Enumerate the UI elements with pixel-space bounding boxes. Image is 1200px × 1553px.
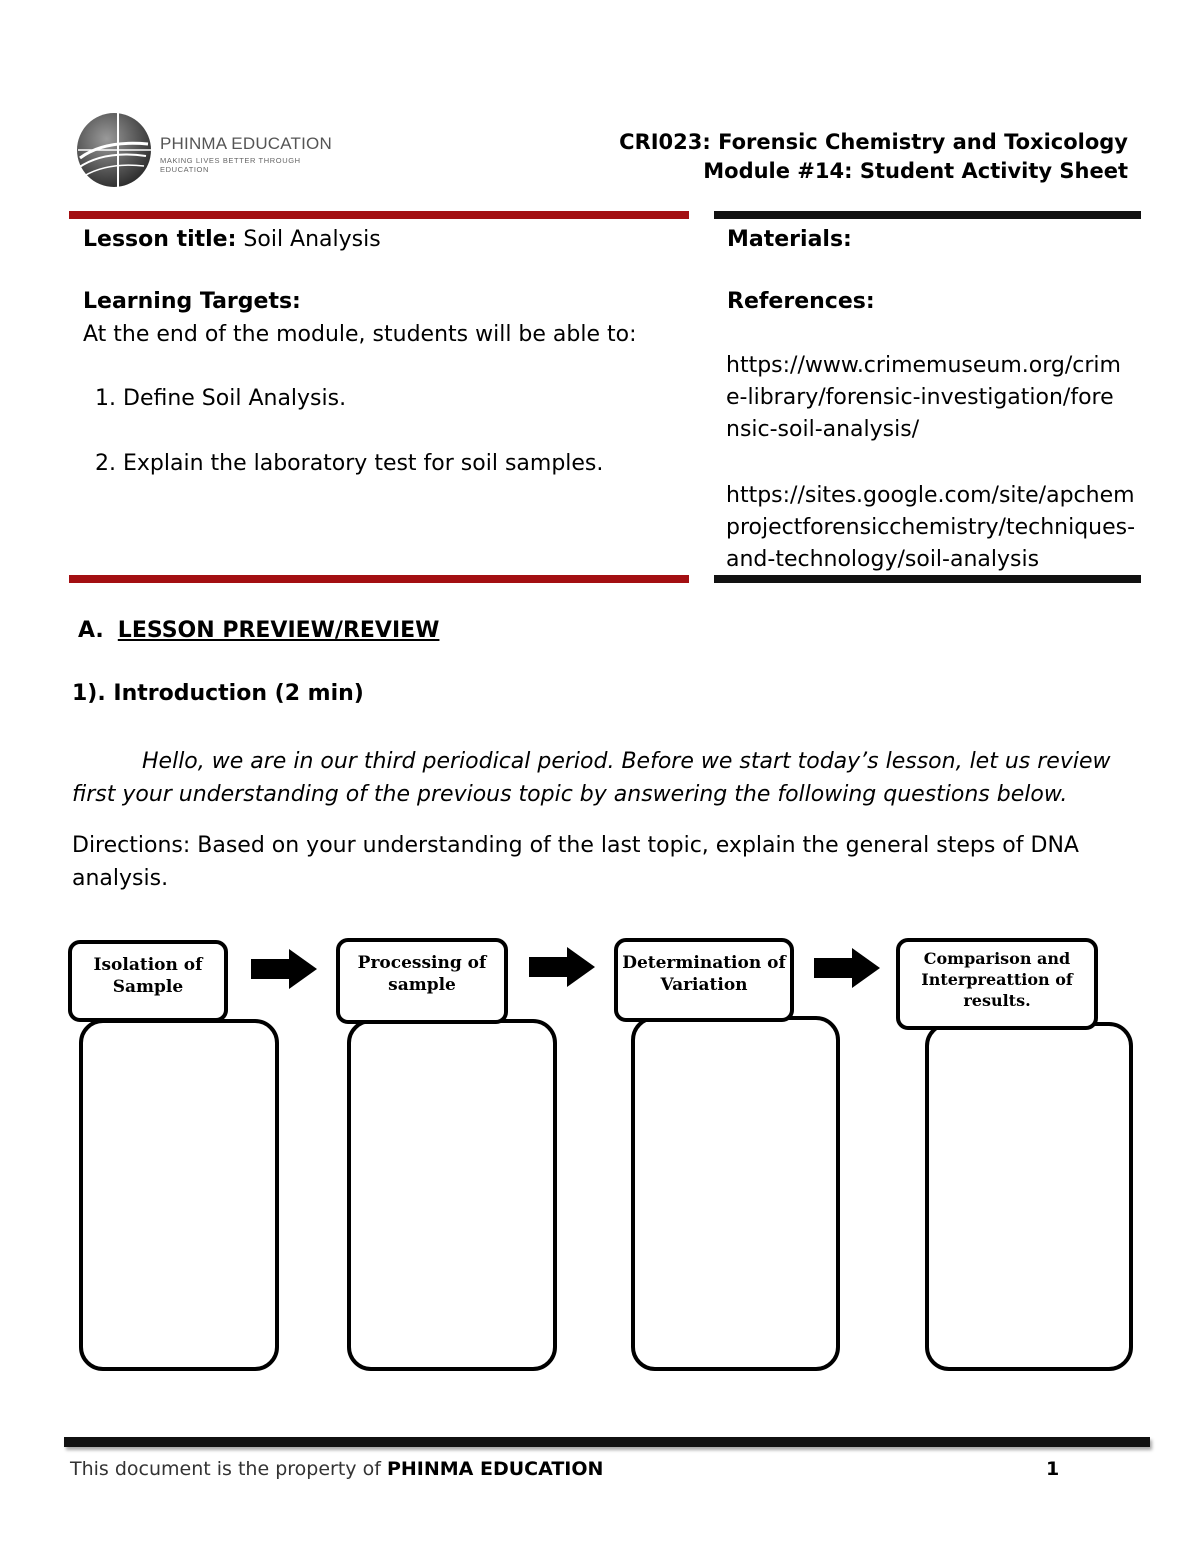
arrow-right-icon — [814, 948, 880, 988]
phinma-logo — [74, 110, 334, 192]
learning-target-item — [95, 448, 603, 480]
answer-box-4[interactable] — [925, 1022, 1133, 1371]
list-number: 1. — [95, 386, 116, 411]
arrow-right-icon — [251, 949, 317, 989]
arrow-right-icon — [529, 947, 595, 987]
globe-icon — [74, 110, 154, 190]
course-title: CRI023: Forensic Chemistry and Toxicology — [619, 130, 1128, 154]
list-text: Define Soil Analysis. — [123, 386, 347, 411]
directions-text: Directions: Based on your understanding of the last topic, explain the general steps of DNA analysis. — [72, 833, 1079, 891]
footer-rule — [64, 1437, 1150, 1447]
left-bottom-rule — [69, 575, 689, 583]
footer-ownership — [70, 1458, 603, 1480]
step-label-4 — [896, 938, 1098, 1030]
section-title: LESSON PREVIEW/REVIEW — [117, 618, 440, 643]
lesson-title-label: Lesson title: — [83, 227, 237, 252]
right-bottom-rule — [714, 575, 1141, 583]
reference-link[interactable]: https://sites.google.com/site/apchemprojectforensicchemistry/techniques-and-technology/soil-analysis — [726, 483, 1136, 572]
lesson-title-value: Soil Analysis — [243, 227, 381, 252]
reference-link[interactable]: https://www.crimemuseum.org/crime-library/forensic-investigation/forensic-soil-analysis/ — [726, 353, 1121, 442]
materials-heading: Materials: — [727, 227, 852, 252]
left-top-rule — [69, 211, 689, 219]
step-label-text: Processing of sample — [357, 953, 487, 995]
section-heading — [78, 618, 439, 643]
lesson-title — [83, 224, 381, 256]
answer-box-3[interactable] — [631, 1016, 840, 1371]
module-title: Module #14: Student Activity Sheet — [703, 159, 1128, 183]
introduction-heading: 1). Introduction (2 min) — [72, 681, 364, 706]
learning-target-item — [95, 383, 346, 415]
step-label-1 — [68, 940, 228, 1022]
footer-owner: PHINMA EDUCATION — [386, 1458, 604, 1480]
step-label-3 — [614, 938, 794, 1022]
page-number: 1 — [1046, 1458, 1060, 1480]
step-label-text: Isolation of Sample — [93, 955, 203, 997]
introduction-paragraph: Hello, we are in our third periodical period. Before we start today’s lesson, let us review first your understanding of the previous topic by answering the following questions below. — [72, 749, 1111, 807]
list-text: Explain the laboratory test for soil samples. — [123, 451, 604, 476]
learning-targets-intro: At the end of the module, students will be able to: — [83, 322, 637, 347]
learning-targets-heading: Learning Targets: — [83, 289, 301, 314]
step-label-text: Determination of Variation — [622, 953, 786, 995]
step-label-text: Comparison and Interpreattion of results. — [921, 949, 1073, 1010]
footer-prefix: This document is the property of — [70, 1458, 381, 1480]
logo-wordmark: PHINMA EDUCATION — [160, 134, 332, 153]
references-heading: References: — [727, 289, 875, 314]
right-top-rule — [714, 211, 1141, 219]
answer-box-2[interactable] — [347, 1019, 557, 1371]
list-number: 2. — [95, 451, 116, 476]
answer-box-1[interactable] — [79, 1019, 279, 1371]
section-letter: A. — [78, 618, 104, 643]
logo-tagline: MAKING LIVES BETTER THROUGH EDUCATION — [160, 156, 301, 174]
step-label-2 — [336, 938, 508, 1024]
